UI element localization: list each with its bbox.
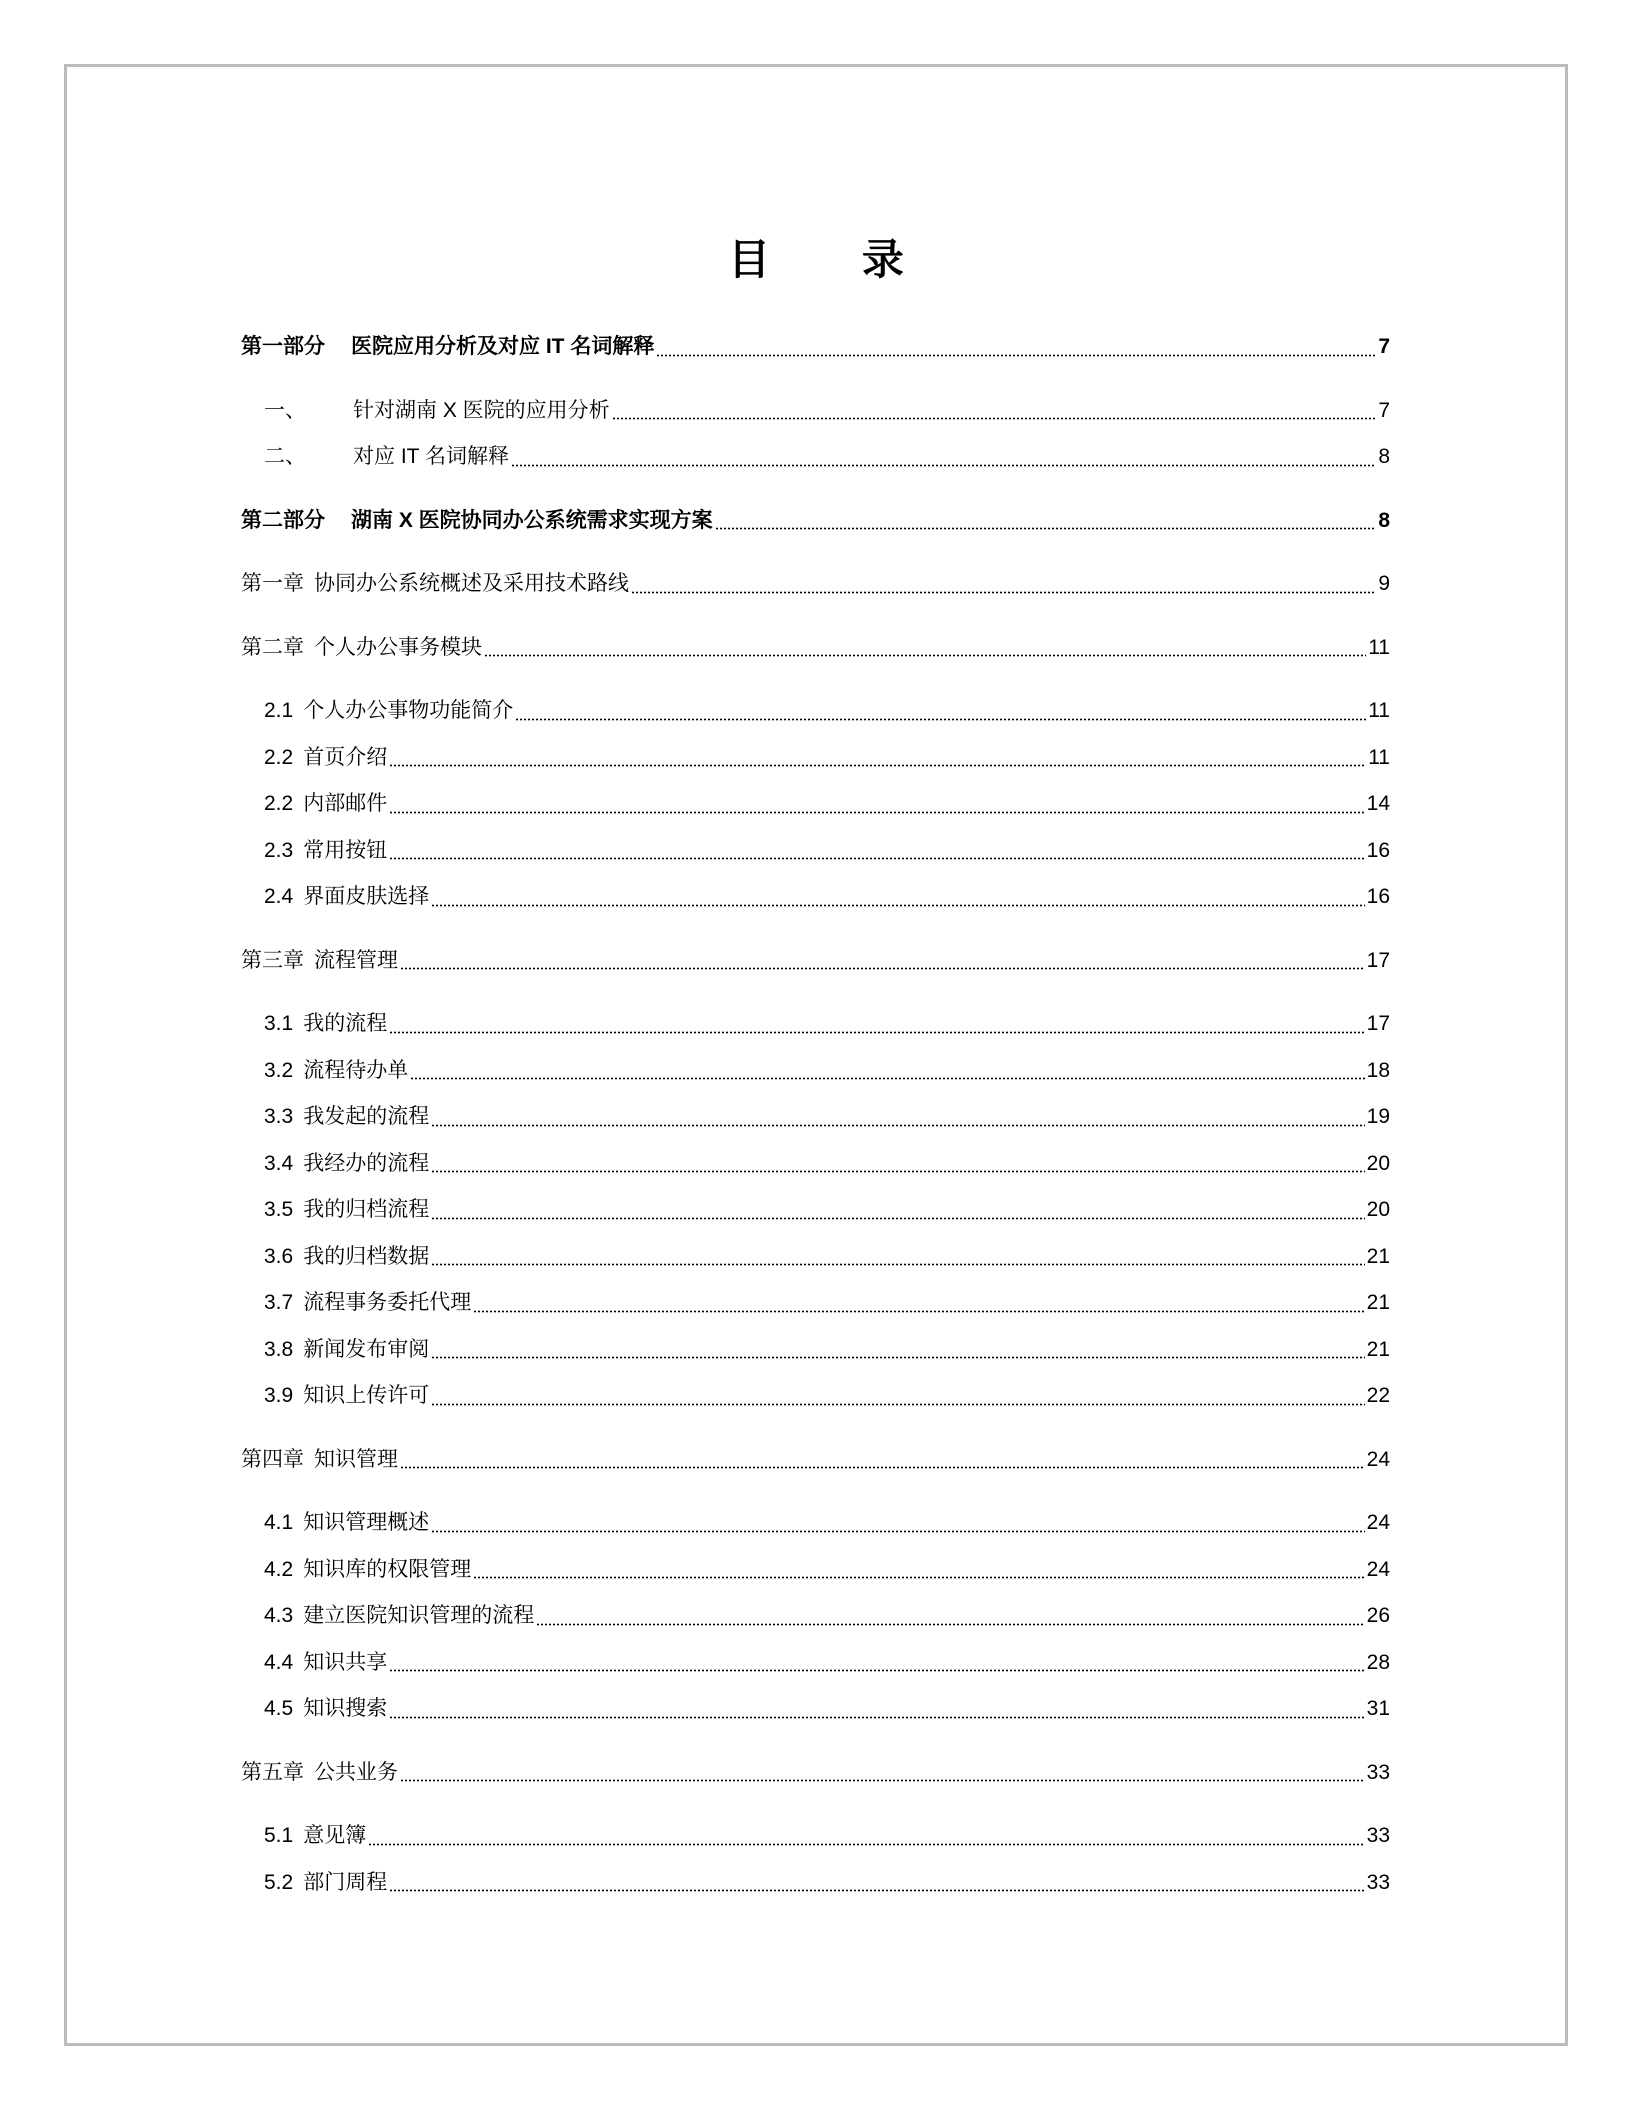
toc-entry-number: 二、 [264,445,306,468]
dot-leader [431,1206,1364,1220]
toc-entry-title: 湖南 X 医院协同办公系统需求实现方案 [351,508,713,532]
table-of-contents [241,307,1390,1906]
toc-entry-title: 我发起的流程 [303,1105,430,1128]
toc-entry-number: 5.1 [264,1824,294,1847]
toc-entry-title: 个人办公事物功能简介 [303,699,514,722]
toc-entry-page-number: 24 [1366,1511,1390,1534]
toc-entry[interactable] [241,388,1390,435]
dot-leader [656,343,1376,357]
toc-entry[interactable] [241,434,1390,481]
toc-entry-page-number: 20 [1366,1198,1390,1221]
toc-entry-title: 部门周程 [303,1870,388,1894]
toc-entry-page-number: 11 [1368,745,1390,769]
toc-entry[interactable] [241,1813,1390,1860]
toc-entry[interactable] [241,828,1390,875]
toc-entry-number: 第四章 [241,1447,304,1471]
toc-entry-title: 首页介绍 [303,745,388,769]
toc-entry-number: 第一章 [241,572,304,595]
toc-entry[interactable] [241,781,1390,828]
toc-entry-title: 知识上传许可 [303,1384,430,1407]
toc-entry[interactable] [241,1141,1390,1188]
toc-entry[interactable] [241,1001,1390,1048]
toc-entry[interactable] [241,1686,1390,1733]
toc-entry-title: 知识共享 [303,1650,388,1674]
dot-leader [431,1113,1364,1127]
toc-entry[interactable] [241,1327,1390,1374]
toc-entry-title: 知识搜索 [303,1697,388,1720]
toc-entry-number: 2.2 [264,745,294,769]
toc-entry-number: 3.6 [264,1244,294,1268]
toc-entry-number: 2.2 [264,792,294,815]
dot-leader [389,800,1364,814]
toc-entry-number: 一、 [264,398,306,422]
dot-leader [511,453,1376,467]
toc-entry-page-number: 16 [1366,838,1390,862]
toc-entry[interactable] [241,1048,1390,1095]
toc-entry-page-number: 21 [1366,1244,1390,1268]
toc-entry-page-number: 33 [1366,1870,1390,1894]
dot-leader [389,1705,1364,1719]
dot-leader [612,406,1377,420]
dot-leader [410,1066,1364,1080]
dot-leader [431,1392,1364,1406]
toc-entry-title: 内部邮件 [303,792,388,815]
toc-entry[interactable] [241,625,1390,672]
toc-entry-page-number: 33 [1366,1824,1390,1847]
toc-entry-page-number: 28 [1366,1650,1390,1674]
toc-entry[interactable] [241,1750,1390,1797]
toc-entry-number: 5.2 [264,1870,294,1894]
toc-entry-title: 我的归档流程 [303,1198,430,1221]
toc-entry-title: 我的流程 [303,1012,388,1035]
toc-entry[interactable] [241,1500,1390,1547]
toc-entry-page-number: 31 [1366,1697,1390,1720]
toc-entry-number: 4.5 [264,1697,294,1720]
dot-leader [389,1878,1364,1892]
dot-leader [431,1159,1364,1173]
toc-entry-title: 公共业务 [314,1760,398,1784]
toc-entry[interactable] [241,938,1390,985]
toc-entry-title: 意见簿 [303,1824,367,1847]
toc-entry-page-number: 33 [1366,1760,1390,1784]
toc-entry-page-number: 24 [1366,1557,1390,1581]
toc-entry-page-number: 11 [1368,635,1390,659]
toc-entry-number: 3.9 [264,1384,294,1407]
toc-entry-title: 我经办的流程 [303,1151,430,1175]
toc-entry-page-number: 7 [1378,335,1390,358]
toc-entry-title: 新闻发布审阅 [303,1337,430,1361]
dot-leader [631,580,1376,594]
toc-entry-number: 3.8 [264,1337,294,1361]
toc-entry[interactable] [241,735,1390,782]
toc-entry[interactable] [241,1187,1390,1234]
toc-entry-title: 知识库的权限管理 [303,1557,472,1581]
toc-entry-title: 建立医院知识管理的流程 [303,1604,535,1627]
toc-entry-page-number: 21 [1366,1337,1390,1361]
toc-entry-number: 3.7 [264,1291,294,1314]
dot-leader [400,956,1365,970]
toc-entry-page-number: 20 [1366,1151,1390,1175]
toc-entry[interactable] [241,1547,1390,1594]
toc-entry-page-number: 17 [1366,948,1390,972]
toc-entry[interactable] [241,874,1390,921]
dot-leader [431,1519,1364,1533]
toc-entry-page-number: 14 [1366,792,1390,815]
toc-entry-title: 我的归档数据 [303,1244,430,1268]
toc-entry-number: 4.1 [264,1511,294,1534]
toc-entry-number: 4.4 [264,1650,294,1674]
toc-entry-title: 流程事务委托代理 [303,1291,472,1314]
page-title: 目 录 [728,236,944,283]
toc-entry-title: 个人办公事务模块 [314,635,482,659]
dot-leader [515,707,1366,721]
dot-leader [389,1020,1364,1034]
toc-entry-title: 流程管理 [314,948,398,972]
toc-entry-page-number: 21 [1366,1291,1390,1314]
toc-entry-page-number: 26 [1366,1604,1390,1627]
toc-entry-page-number: 9 [1378,572,1390,595]
toc-entry-number: 第二部分 [241,508,325,532]
dot-leader [389,846,1364,860]
toc-entry[interactable] [241,1280,1390,1327]
dot-leader [431,1345,1364,1359]
toc-entry-number: 3.4 [264,1151,294,1175]
toc-entry-title: 针对湖南 X 医院的应用分析 [353,398,610,422]
toc-entry-number: 第二章 [241,635,304,659]
toc-entry[interactable] [241,561,1390,608]
toc-entry-number: 4.3 [264,1604,294,1627]
dot-leader [473,1299,1364,1313]
dot-leader [473,1565,1364,1579]
toc-entry-page-number: 17 [1366,1012,1390,1035]
toc-entry-title: 医院应用分析及对应 IT 名词解释 [351,335,655,358]
toc-entry-number: 2.3 [264,838,294,862]
toc-entry-title: 协同办公系统概述及采用技术路线 [314,572,629,595]
toc-entry-title: 知识管理概述 [303,1511,430,1534]
toc-entry-number: 2.4 [264,885,294,908]
toc-entry-number: 第五章 [241,1760,304,1784]
toc-entry-page-number: 8 [1378,508,1390,532]
toc-entry-number: 第一部分 [241,335,325,358]
dot-leader [400,1768,1365,1782]
toc-entry-page-number: 19 [1366,1105,1390,1128]
toc-entry[interactable] [241,1234,1390,1281]
toc-entry[interactable] [241,1437,1390,1484]
dot-leader [431,893,1364,907]
dot-leader [400,1455,1365,1469]
toc-entry-page-number: 22 [1366,1384,1390,1407]
toc-entry-number: 2.1 [264,699,294,722]
dot-leader [368,1832,1364,1846]
toc-entry-page-number: 16 [1366,885,1390,908]
dot-leader [536,1612,1364,1626]
toc-entry[interactable] [241,1094,1390,1141]
toc-entry-number: 第三章 [241,948,304,972]
toc-entry[interactable] [241,688,1390,735]
toc-entry-title: 界面皮肤选择 [303,885,430,908]
toc-entry-title: 常用按钮 [303,838,388,862]
dot-leader [389,1658,1364,1672]
toc-entry[interactable] [241,1640,1390,1687]
dot-leader [389,753,1366,767]
toc-entry[interactable] [241,1373,1390,1420]
toc-entry-page-number: 11 [1368,699,1390,722]
dot-leader [431,1252,1364,1266]
toc-entry-page-number: 8 [1378,445,1390,468]
toc-entry-title: 流程待办单 [303,1058,409,1082]
toc-entry-title: 对应 IT 名词解释 [353,445,509,468]
toc-entry-page-number: 24 [1366,1447,1390,1471]
dot-leader [715,516,1377,530]
toc-entry[interactable] [241,1593,1390,1640]
toc-entry-title: 知识管理 [314,1447,398,1471]
toc-entry-page-number: 7 [1378,398,1390,422]
toc-entry-number: 3.2 [264,1058,294,1082]
dot-leader [484,643,1366,657]
toc-entry-number: 4.2 [264,1557,294,1581]
toc-entry-number: 3.1 [264,1012,294,1035]
toc-entry-number: 3.5 [264,1198,294,1221]
toc-entry[interactable] [241,498,1390,545]
toc-entry-page-number: 18 [1366,1058,1390,1082]
toc-entry[interactable] [241,1860,1390,1907]
toc-entry-number: 3.3 [264,1105,294,1128]
toc-entry[interactable] [241,324,1390,371]
